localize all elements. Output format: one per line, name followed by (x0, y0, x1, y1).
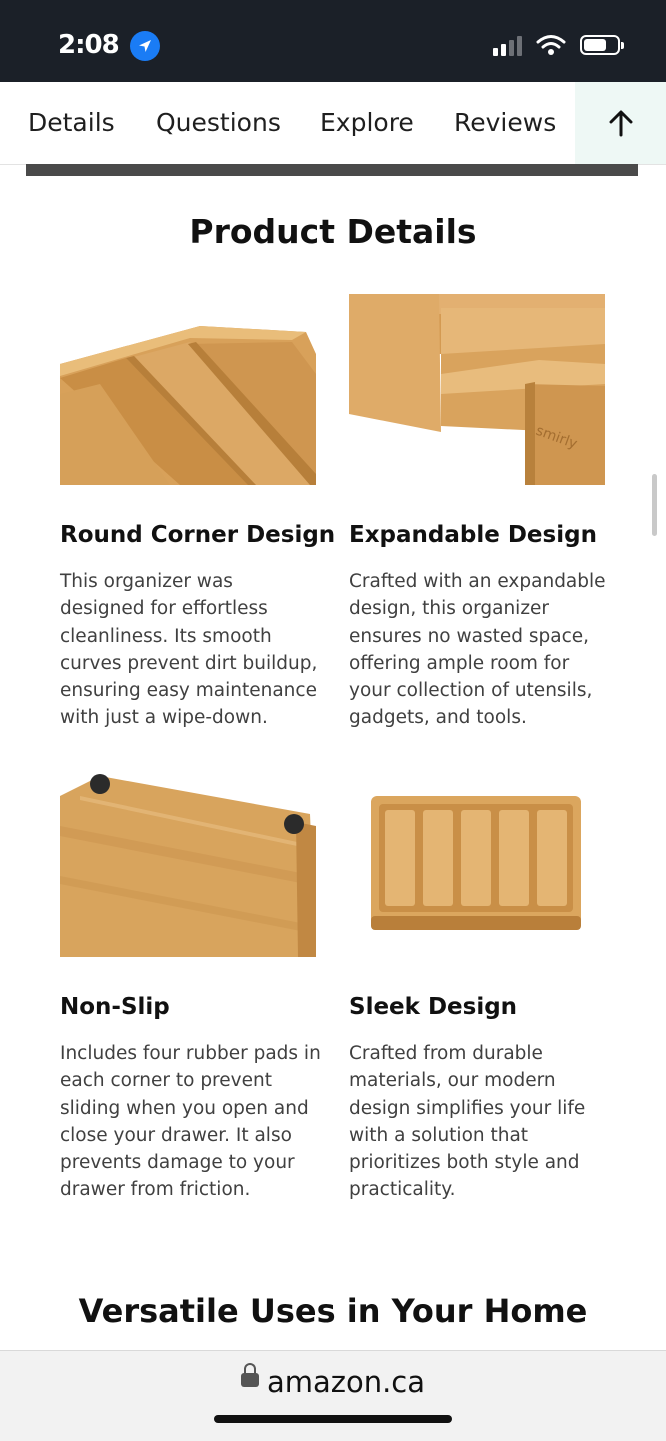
back-to-top-button[interactable] (575, 82, 666, 164)
lock-icon (241, 1373, 259, 1387)
status-time: 2:08 (58, 30, 119, 60)
section-tab-bar (0, 82, 666, 165)
feature-title-round-corner: Round Corner Design (60, 522, 336, 548)
status-icons (493, 34, 620, 56)
url-display[interactable] (0, 1365, 666, 1399)
sleek-design-image (349, 766, 605, 957)
wifi-icon (536, 34, 566, 56)
feature-title-expandable: Expandable Design (349, 522, 597, 548)
feature-title-non-slip: Non-Slip (60, 994, 170, 1020)
tab-explore[interactable]: Explore (320, 108, 414, 137)
feature-body-expandable: Crafted with an expandable design, this organizer ensures no wasted space, offering ample room for your collection of utensils, gadgets, and tools. (349, 571, 606, 729)
browser-url-bar[interactable] (0, 1350, 666, 1441)
section-divider (26, 164, 638, 176)
tab-reviews[interactable]: Reviews (454, 108, 557, 137)
non-slip-image (60, 766, 316, 957)
status-bar (0, 0, 666, 82)
cellular-signal-icon (493, 34, 522, 56)
home-indicator[interactable] (214, 1415, 452, 1423)
location-arrow-icon (130, 31, 160, 61)
feature-body-round-corner: This organizer was designed for effortless cleanliness. Its smooth curves prevent dirt buildup, ensuring easy maintenance with just a wipe-down. (60, 571, 318, 729)
round-corner-image (60, 294, 316, 485)
url-text: amazon.ca (266, 1365, 426, 1399)
versatile-uses-title: Versatile Uses in Your Home (78, 1292, 588, 1330)
smirly-brand-mark: smirly (533, 422, 580, 453)
expandable-image (349, 294, 605, 485)
feature-title-sleek: Sleek Design (349, 994, 518, 1020)
arrow-up-icon (608, 109, 634, 137)
tab-questions[interactable]: Questions (156, 108, 281, 137)
battery-icon (580, 35, 620, 55)
product-details-title: Product Details (189, 212, 477, 251)
scrollbar-thumb[interactable] (652, 474, 657, 536)
tab-details[interactable]: Details (28, 108, 115, 137)
feature-body-non-slip: Includes four rubber pads in each corner to prevent sliding when you open and close your drawer. It also prevents damage to your drawer from friction. (60, 1043, 321, 1201)
feature-body-sleek: Crafted from durable materials, our modern design simplifies your life with a solution that prioritizes both style and practicality. (349, 1043, 586, 1201)
